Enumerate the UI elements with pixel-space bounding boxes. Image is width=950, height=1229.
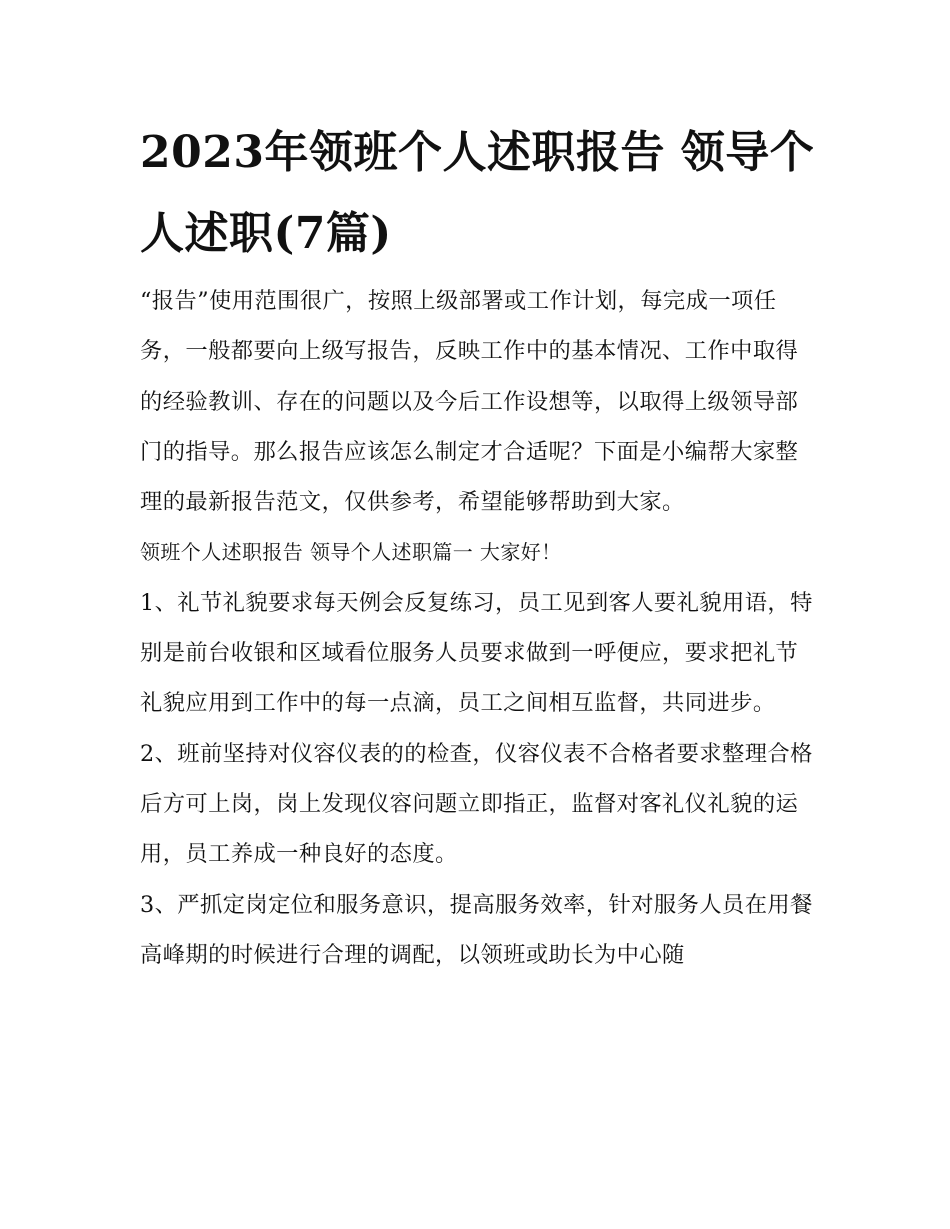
body-paragraph-1: 1、礼节礼貌要求每天例会反复练习，员工见到客人要礼貌用语，特别是前台收银和区域看位服务人员要求做到一呼便应，要求把礼节礼貌应用到工作中的每一点滴，员工之间相互监督，共同进步。 bbox=[140, 589, 813, 717]
section-heading: 领班个人述职报告 领导个人述职篇一 大家好！ bbox=[140, 540, 562, 565]
document-title: 2023年领班个人述职报告 领导个人述职(7篇) bbox=[140, 127, 815, 259]
intro-paragraph: “报告”使用范围很广，按照上级部署或工作计划，每完成一项任务，一般都要向上级写报告，反映工作中的基本情况、工作中取得的经验教训、存在的问题以及今后工作设想等，以取得上级领导部门的指导。那么报告应该怎么制定才合适呢？下面是小编帮大家整理的最新报告范文，仅供参考，希望能够帮助到大家。 bbox=[140, 288, 799, 516]
document-body bbox=[140, 276, 815, 980]
body-paragraph-2: 2、班前坚持对仪容仪表的的检查，仪容仪表不合格者要求整理合格后方可上岗，岗上发现仪容问题立即指正，监督对客礼仪礼貌的运用，员工养成一种良好的态度。 bbox=[140, 740, 813, 868]
body-paragraph-3: 3、严抓定岗定位和服务意识，提高服务效率，针对服务人员在用餐高峰期的时候进行合理的调配，以领班或助长为中心随 bbox=[140, 891, 813, 968]
